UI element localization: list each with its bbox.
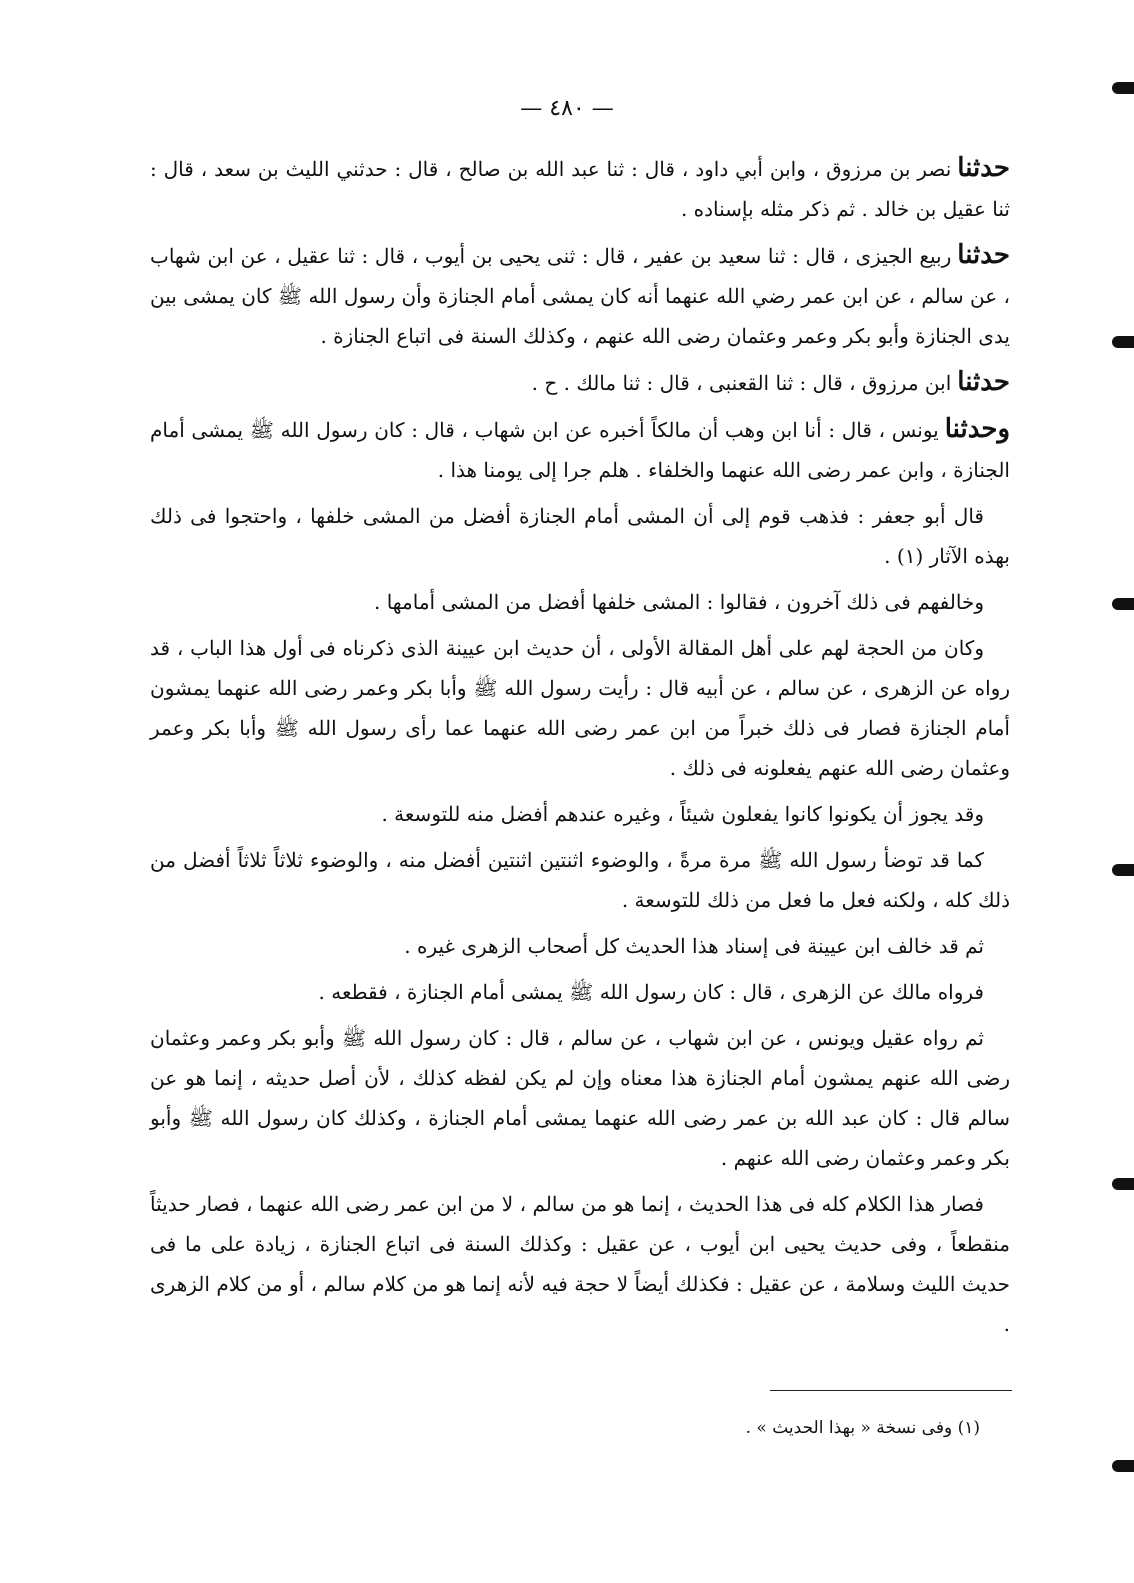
- lead-word: حدثنا: [957, 153, 1010, 183]
- paragraph-13: فصار هذا الكلام كله فى هذا الحديث ، إنما هو من سالم ، لا من ابن عمر رضى الله عنهما ، فصار حديثاً منقطعاً ، وفى حديث يحيى ابن أيوب ، عن عقيل : وكذلك السنة فى اتباع الجنازة ، زيادة على ما فى حديث الليث وسلامة ، عن عقيل : فكذلك أيضاً لا حجة فيه لأنه إنما هو من كلام سالم ، أو من كلام الزهرى .: [150, 1192, 1010, 1336]
- paragraph-10: ثم قد خالف ابن عيينة فى إسناد هذا الحديث كل أصحاب الزهرى غيره .: [404, 934, 984, 958]
- paragraph-12: ثم رواه عقيل ويونس ، عن ابن شهاب ، عن سالم ، قال : كان رسول الله ﷺ وأبو بكر وعمر وعثمان رضى الله عنهم يمشون أمام الجنازة هذا معناه وإن لم يكن لفظه كذلك ، لأن أصل حديثه ، إنما هو عن سالم قال : كان عبد الله بن عمر رضى الله عنهما يمشى أمام الجنازة ، وكذلك كان رسول الله ﷺ وأبو بكر وعمر وعثمان رضى الله عنهم .: [150, 1026, 1010, 1170]
- paragraph-9: كما قد توضأ رسول الله ﷺ مرة مرةً ، والوضوء اثنتين اثنتين أفضل منه ، والوضوء ثلاثاً ثلاثاً أفضل من ذلك كله ، ولكنه فعل ما فعل من ذلك للتوسعة .: [150, 848, 1010, 912]
- page-number: — ٤٨٠ —: [520, 96, 614, 121]
- scan-edge-mark: [1112, 1460, 1134, 1472]
- scan-edge-mark: [1112, 598, 1134, 610]
- paragraph-6: وخالفهم فى ذلك آخرون ، فقالوا : المشى خلفها أفضل من المشى أمامها .: [374, 590, 984, 614]
- scan-edge-mark: [1112, 864, 1134, 876]
- main-text: [150, 148, 1010, 1350]
- paragraph-2: [150, 235, 1010, 356]
- paragraph-4: [150, 409, 1010, 490]
- paragraph-11: فرواه مالك عن الزهرى ، قال : كان رسول الله ﷺ يمشى أمام الجنازة ، فقطعه .: [318, 980, 984, 1004]
- paragraph-text: يونس ، قال : أنا ابن وهب أن مالكاً أخبره عن ابن شهاب ، قال : كان رسول الله ﷺ يمشى أمام الجنازة ، وابن عمر رضى الله عنهما والخلفاء . هلم جرا إلى يومنا هذا .: [150, 418, 1010, 482]
- lead-word: حدثنا: [957, 367, 1010, 397]
- lead-word: وحدثنا: [944, 414, 1010, 444]
- paragraph-7: وكان من الحجة لهم على أهل المقالة الأولى ، أن حديث ابن عيينة الذى ذكرناه فى أول هذا الباب ، قد رواه عن الزهرى ، عن سالم ، عن أبيه قال : رأيت رسول الله ﷺ وأبا بكر وعمر رضى الله عنهما يمشون أمام الجنازة فصار فى ذلك خبراً من ابن عمر رضى الله عنهما عما رأى رسول الله ﷺ وأبا بكر وعمر وعثمان رضى الله عنهم يفعلونه فى ذلك .: [150, 636, 1010, 780]
- paragraph-text: ابن مرزوق ، قال : ثنا القعنبى ، قال : ثنا مالك . ح .: [531, 371, 952, 395]
- paragraph-3: [150, 362, 1010, 403]
- paragraph-8: وقد يجوز أن يكونوا كانوا يفعلون شيئاً ، وغيره عندهم أفضل منه للتوسعة .: [381, 802, 984, 826]
- paragraph-text: ربيع الجيزى ، قال : ثنا سعيد بن عفير ، قال : ثنى يحيى بن أيوب ، قال : ثنا عقيل ، عن ابن شهاب ، عن سالم ، عن ابن عمر رضي الله عنهما أنه كان يمشى أمام الجنازة وأن رسول الله ﷺ كان يمشى بين يدى الجنازة وأبو بكر وعمر وعثمان رضى الله عنهم ، وكذلك السنة فى اتباع الجنازة .: [150, 244, 1010, 348]
- footnote: (١) وفى نسخة « بهذا الحديث » .: [745, 1418, 980, 1438]
- paragraph-5: قال أبو جعفر : فذهب قوم إلى أن المشى أمام الجنازة أفضل من المشى خلفها ، واحتجوا فى ذلك بهذه الآثار (١) .: [150, 504, 1010, 568]
- lead-word: حدثنا: [957, 240, 1010, 270]
- scan-edge-mark: [1112, 1178, 1134, 1190]
- footnote-divider: [770, 1390, 1012, 1391]
- paragraph-text: نصر بن مرزوق ، وابن أبي داود ، قال : ثنا عبد الله بن صالح ، قال : حدثني الليث بن سعد ، قال : ثنا عقيل بن خالد . ثم ذكر مثله بإسناده .: [150, 157, 1010, 221]
- scan-edge-mark: [1112, 336, 1134, 348]
- scan-edge-mark: [1112, 82, 1134, 94]
- paragraph-1: [150, 148, 1010, 229]
